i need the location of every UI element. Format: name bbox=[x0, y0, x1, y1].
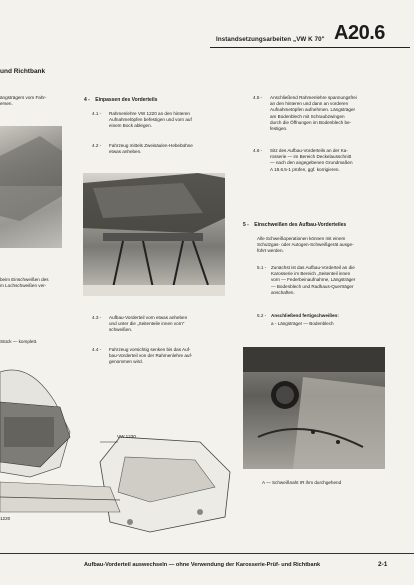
step-5-2 bbox=[257, 313, 407, 327]
figure-car-drawing bbox=[0, 362, 232, 537]
intro-line: führt werden. bbox=[257, 248, 284, 254]
step-line: — nach den angegebenen Grundmaßen bbox=[270, 160, 353, 166]
intro-line: Alle Schweißoperationen können mit einem bbox=[257, 236, 346, 241]
left-photo-top bbox=[0, 126, 62, 248]
step-line: Sitz des Aufbau-Vorderteils an der Ka- bbox=[270, 148, 348, 153]
left-text-2-line: m Lochschweißen ver- bbox=[0, 283, 47, 289]
step-number: 4.5 - bbox=[253, 95, 263, 100]
step-4-3 bbox=[92, 315, 237, 334]
step-line: an den hinteren und dann an vorderen bbox=[270, 101, 349, 107]
step-4-1 bbox=[92, 111, 232, 130]
step-number: 4.2 - bbox=[92, 143, 102, 148]
section-4-number: 4 - bbox=[84, 97, 90, 103]
step-line: — Bodenblech und Radhaus-Querträger bbox=[271, 283, 354, 289]
left-text-1 bbox=[0, 95, 46, 107]
step-line: einem Bock ablegen. bbox=[109, 123, 152, 129]
left-text-1-line: ersen. bbox=[0, 101, 13, 107]
step-line: schweißen. bbox=[109, 327, 133, 333]
step-line: Fahrzeug vorsichtig senken bis das Auf- bbox=[109, 347, 191, 352]
step-line: Aufbau-Vorderteil vorn etwas anheben bbox=[109, 315, 188, 320]
page-number: 2-1 bbox=[378, 561, 388, 568]
step-line: Anschließend Rahmenlehre spannungsfrei bbox=[270, 95, 357, 100]
step-line: durch die Öffnungen im Bodenblech be- bbox=[270, 119, 352, 125]
step-line: Zunächst ist das Aufbau-Vorderteil an die bbox=[271, 265, 355, 270]
step-number: 4.6 - bbox=[253, 148, 263, 153]
step-line: Rahmenlehre VW 1220 an den hinteren bbox=[109, 111, 190, 116]
step-5-1 bbox=[257, 265, 407, 296]
photo-vehicle-drawing bbox=[83, 173, 225, 296]
section-4-heading bbox=[84, 97, 157, 103]
section-5-intro bbox=[257, 236, 407, 255]
header-rule bbox=[210, 47, 410, 48]
left-text-3: Stück — komplett. bbox=[0, 339, 38, 344]
step-line: genommen wird. bbox=[109, 359, 143, 365]
step-4-6 bbox=[253, 148, 403, 173]
footer-text: Aufbau-Vorderteil auswechseln — ohne Verwendung der Karosserie-Prüf- und Richtbank bbox=[84, 562, 321, 568]
step-number: 4.1 - bbox=[92, 111, 102, 116]
step-line: Fahrzeug mittels Zweisäulen-Hebebühne bbox=[109, 143, 193, 148]
left-section-title: und Richtbank bbox=[0, 68, 46, 75]
left-text-1-line: ängsträgers vom Fahr- bbox=[0, 95, 47, 100]
step-line: am Bodenblech mit Schraubzwingen bbox=[270, 113, 345, 119]
header-code: A20.6 bbox=[334, 22, 385, 44]
section-5-heading bbox=[243, 222, 346, 228]
photo-weld-drawing bbox=[243, 347, 385, 469]
left-photo-top-drawing bbox=[0, 126, 62, 248]
section-5-number: 5 - bbox=[243, 222, 249, 228]
step-line: bau-Vorderteil von der Rahmenlehre auf- bbox=[109, 353, 193, 359]
step-5-2-item: a - Längsträger — Bodenblech bbox=[271, 321, 334, 327]
step-line: A 18.6.5-1 prüfen, ggf. korrigieren. bbox=[270, 166, 340, 172]
footer-rule bbox=[0, 553, 414, 554]
step-line: vorn — Federbeinaufnahme, Längsträger bbox=[271, 277, 356, 283]
step-4-4 bbox=[92, 347, 237, 366]
left-text-2-line: beim Einschweißen des bbox=[0, 277, 49, 282]
step-line: und unter die „Seitenteile innen vorn" bbox=[109, 321, 185, 327]
header-title: Instandsetzungsarbeiten „VW K 70" bbox=[216, 36, 325, 43]
step-line: Karosserie im Bereich „Seitenteil innen bbox=[271, 271, 351, 277]
step-5-2-title: Anschließend fertigschweißen: bbox=[271, 313, 339, 318]
step-number: 4.3 - bbox=[92, 315, 102, 320]
figure-label-vw1230: VW 1230 bbox=[117, 434, 136, 439]
step-number: 4.4 - bbox=[92, 347, 102, 352]
step-line: Aufnahmetöpfen aufnehmen. Längsträger bbox=[270, 107, 356, 113]
step-line: etwas anheben. bbox=[109, 149, 142, 155]
step-4-5 bbox=[253, 95, 403, 132]
car-drawing-svg bbox=[0, 362, 232, 537]
step-line: rosserie — im Bereich Deckelausschnitt bbox=[270, 154, 352, 160]
step-4-2 bbox=[92, 143, 232, 155]
step-number: 5.2 - bbox=[257, 313, 267, 318]
step-line: anschaften. bbox=[271, 289, 295, 295]
step-line: festigen. bbox=[270, 126, 288, 132]
step-line: Aufnahmelöpfen befestigen und vorn auf bbox=[109, 117, 192, 123]
photo-vehicle-on-jig bbox=[83, 173, 225, 296]
photo-weld-seam bbox=[243, 347, 385, 469]
section-4-title: Einpassen des Vorderteils bbox=[95, 97, 158, 103]
left-text-2 bbox=[0, 277, 49, 289]
intro-line: Schutzgas- oder Autogen-Schweißgerät ausge- bbox=[257, 242, 354, 248]
photo-caption: A — Schweißnaht IR ihm durchgehend bbox=[262, 480, 342, 485]
section-5-title: Einschweißen des Aufbau-Vorderteiles bbox=[254, 222, 347, 228]
step-number: 5.1 - bbox=[257, 265, 267, 270]
figure-label-1220: 1220 bbox=[0, 516, 11, 521]
